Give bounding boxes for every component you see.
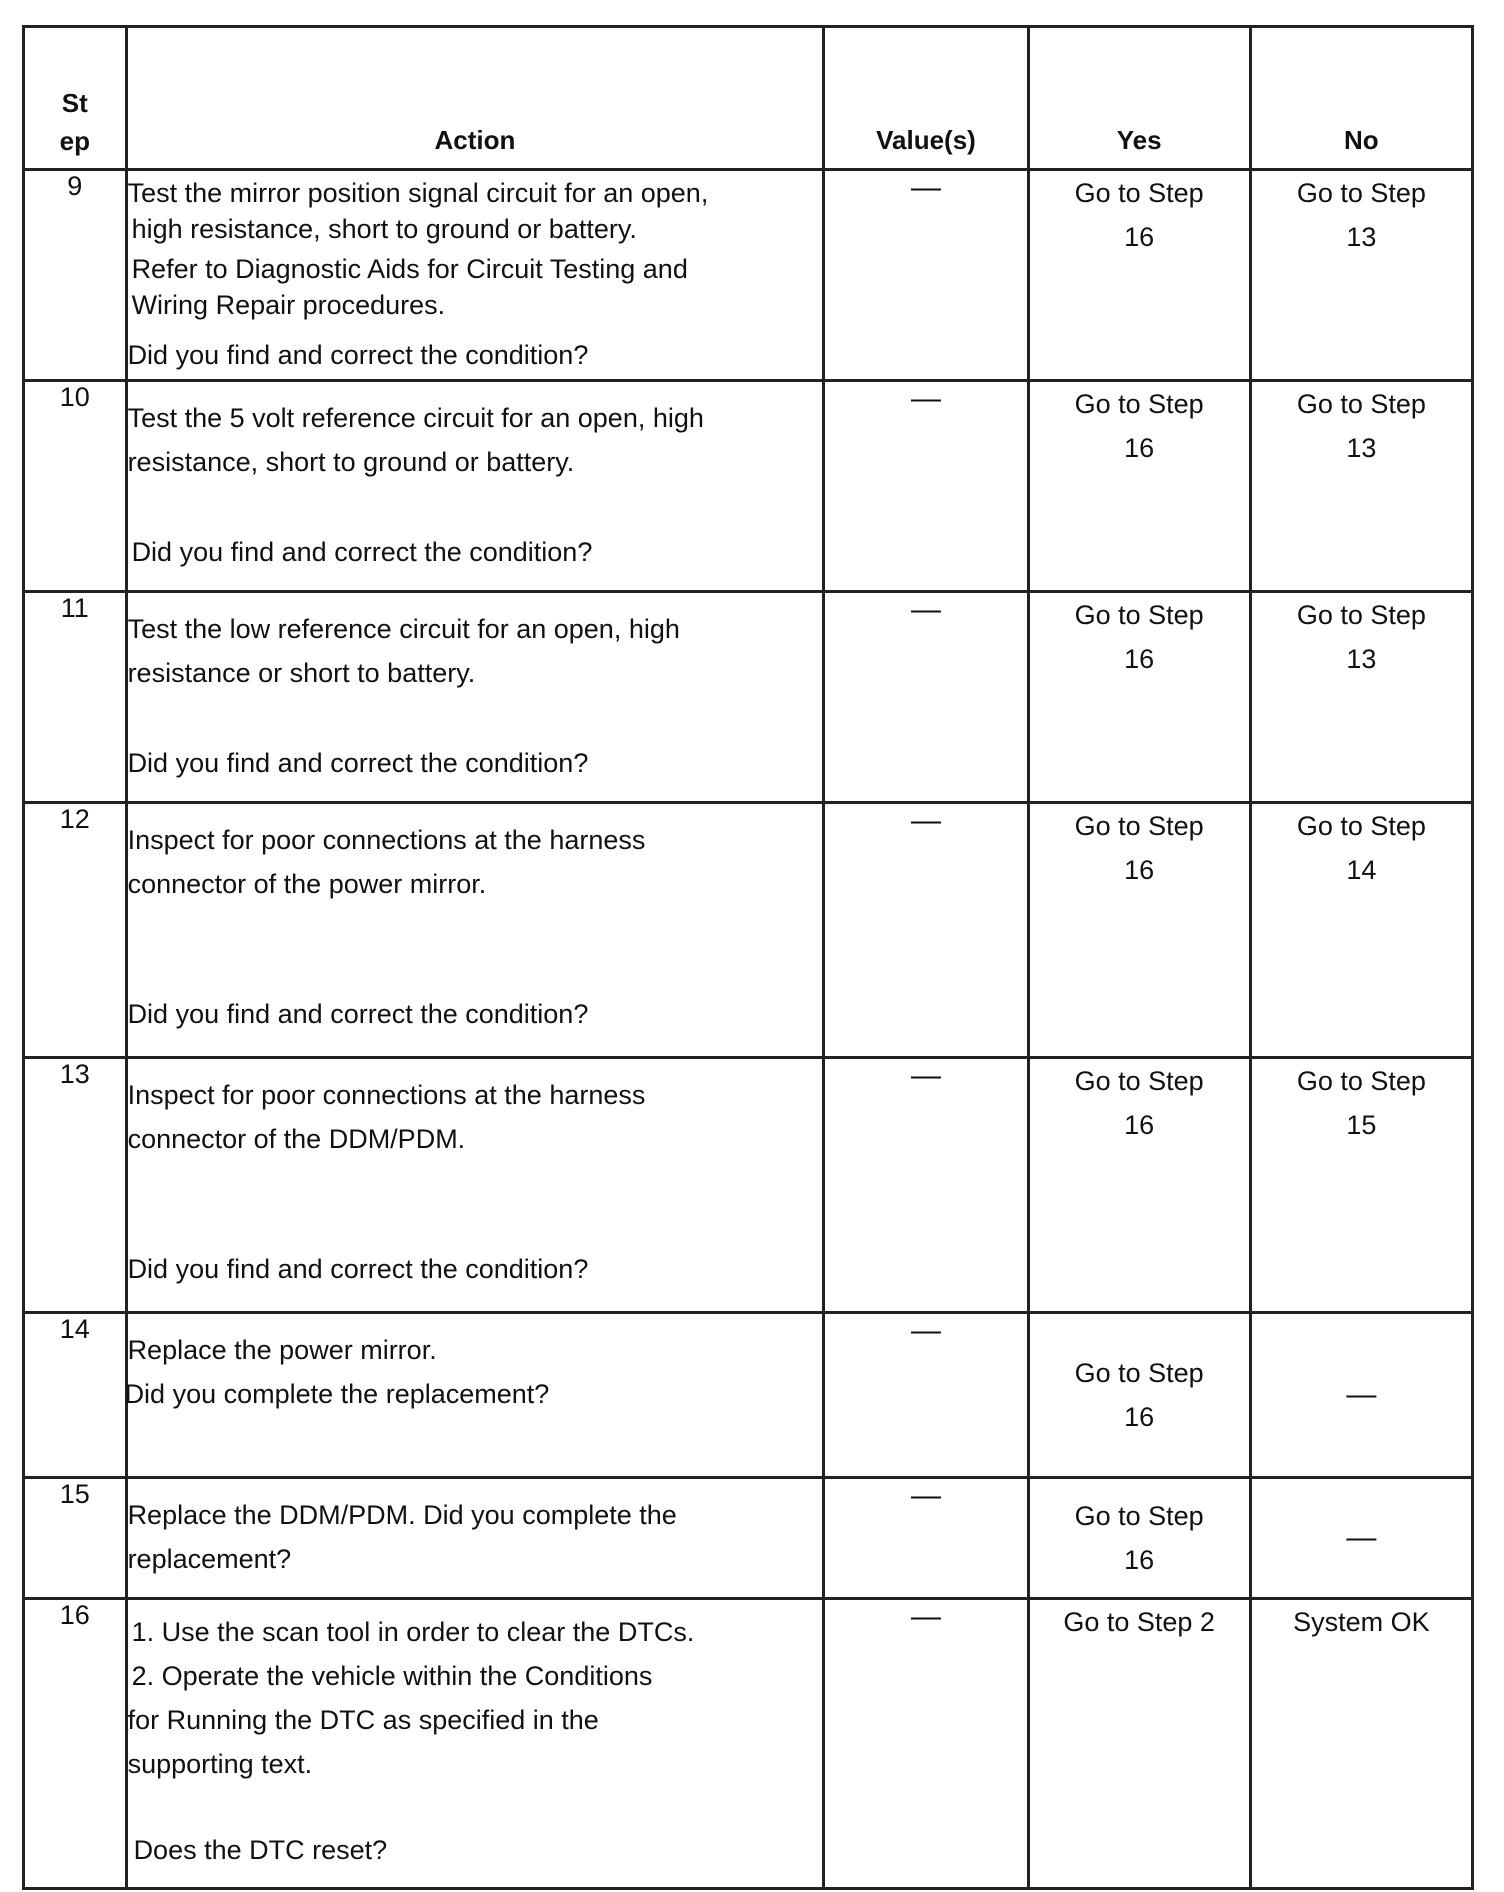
action-line: high resistance, short to ground or battery. bbox=[131, 214, 637, 244]
step-number: 11 bbox=[24, 592, 127, 803]
table-row bbox=[24, 592, 1473, 803]
yes-step: 16 bbox=[1124, 1545, 1155, 1575]
yes-cell: Go to Step 2 bbox=[1028, 1599, 1250, 1889]
step-number: 15 bbox=[24, 1478, 127, 1599]
action-line: Test the 5 volt reference circuit for an open, high bbox=[127, 403, 704, 433]
action-question: Did you find and correct the condition? bbox=[127, 340, 589, 370]
action-line: resistance or short to battery. bbox=[127, 658, 476, 688]
yes-step: 16 bbox=[1124, 1110, 1155, 1140]
yes-cell bbox=[1028, 170, 1250, 381]
action-question: Does the DTC reset? bbox=[133, 1835, 388, 1865]
action-cell bbox=[126, 381, 824, 592]
yes-cell bbox=[1028, 1313, 1250, 1478]
action-cell bbox=[126, 1599, 824, 1889]
no-label: Go to Step bbox=[1296, 811, 1426, 841]
table-row bbox=[24, 1478, 1473, 1599]
yes-step: 16 bbox=[1124, 433, 1155, 463]
value-cell: — bbox=[824, 1313, 1028, 1478]
action-line: Test the low reference circuit for an open, high bbox=[127, 614, 680, 644]
action-cell bbox=[126, 592, 824, 803]
yes-label: Go to Step bbox=[1074, 389, 1204, 419]
yes-cell bbox=[1028, 381, 1250, 592]
value-cell: — bbox=[824, 1058, 1028, 1313]
value-cell: — bbox=[824, 803, 1028, 1058]
no-label: Go to Step bbox=[1296, 389, 1426, 419]
action-line: replacement? bbox=[127, 1544, 292, 1574]
no-cell bbox=[1250, 592, 1472, 803]
action-cell bbox=[126, 1058, 824, 1313]
action-cell bbox=[126, 803, 824, 1058]
table-row bbox=[24, 170, 1473, 381]
action-line: resistance, short to ground or battery. bbox=[127, 447, 575, 477]
yes-label: Go to Step bbox=[1074, 1358, 1204, 1388]
value-cell: — bbox=[824, 1599, 1028, 1889]
table-row bbox=[24, 803, 1473, 1058]
header-step-line1: St bbox=[61, 88, 88, 118]
yes-cell bbox=[1028, 592, 1250, 803]
action-line: 2. Operate the vehicle within the Conditions bbox=[131, 1661, 653, 1691]
yes-step: 16 bbox=[1124, 222, 1155, 252]
yes-cell bbox=[1028, 1058, 1250, 1313]
no-step: 13 bbox=[1346, 644, 1377, 674]
no-step: 15 bbox=[1346, 1110, 1377, 1140]
value-cell: — bbox=[824, 1478, 1028, 1599]
action-question: Did you find and correct the condition? bbox=[131, 537, 593, 567]
yes-label: Go to Step bbox=[1074, 178, 1204, 208]
action-line: 1. Use the scan tool in order to clear the DTCs. bbox=[131, 1617, 695, 1647]
action-line: Refer to Diagnostic Aids for Circuit Testing and bbox=[131, 254, 688, 284]
step-number: 14 bbox=[24, 1313, 127, 1478]
yes-label: Go to Step bbox=[1074, 1501, 1204, 1531]
yes-step: 16 bbox=[1124, 644, 1155, 674]
action-cell bbox=[126, 1313, 824, 1478]
action-line: supporting text. bbox=[127, 1749, 313, 1779]
header-values: Value(s) bbox=[824, 27, 1028, 170]
yes-step: 16 bbox=[1124, 1402, 1155, 1432]
header-action: Action bbox=[126, 27, 824, 170]
header-step-line2: ep bbox=[59, 126, 90, 156]
no-cell bbox=[1250, 803, 1472, 1058]
yes-label: Go to Step bbox=[1074, 811, 1204, 841]
yes-cell bbox=[1028, 803, 1250, 1058]
table-row bbox=[24, 381, 1473, 592]
action-line: Inspect for poor connections at the harness bbox=[127, 1080, 646, 1110]
yes-label: Go to Step bbox=[1074, 600, 1204, 630]
step-number: 9 bbox=[24, 170, 127, 381]
no-step: 14 bbox=[1346, 855, 1377, 885]
no-label: Go to Step bbox=[1296, 1066, 1426, 1096]
action-line: for Running the DTC as specified in the bbox=[127, 1705, 599, 1735]
value-cell: — bbox=[824, 170, 1028, 381]
action-question: Did you find and correct the condition? bbox=[127, 999, 589, 1029]
table-row bbox=[24, 1599, 1473, 1889]
value-cell: — bbox=[824, 592, 1028, 803]
no-cell: — bbox=[1250, 1313, 1472, 1478]
step-number: 10 bbox=[24, 381, 127, 592]
action-line: Replace the power mirror. bbox=[127, 1335, 437, 1365]
no-label: Go to Step bbox=[1296, 600, 1426, 630]
no-cell: System OK bbox=[1250, 1599, 1472, 1889]
yes-label: Go to Step bbox=[1074, 1066, 1204, 1096]
no-step: 13 bbox=[1346, 433, 1377, 463]
action-line: connector of the power mirror. bbox=[127, 869, 487, 899]
no-cell bbox=[1250, 1058, 1472, 1313]
diagnostic-table bbox=[22, 25, 1474, 1890]
no-label: Go to Step bbox=[1296, 178, 1426, 208]
header-step bbox=[24, 27, 127, 170]
no-step: 13 bbox=[1346, 222, 1377, 252]
yes-step: 16 bbox=[1124, 855, 1155, 885]
action-line: Replace the DDM/PDM. Did you complete the bbox=[127, 1500, 677, 1530]
action-line: connector of the DDM/PDM. bbox=[127, 1124, 466, 1154]
action-cell bbox=[126, 170, 824, 381]
step-number: 12 bbox=[24, 803, 127, 1058]
action-cell bbox=[126, 1478, 824, 1599]
no-cell bbox=[1250, 170, 1472, 381]
header-row bbox=[24, 27, 1473, 170]
action-line: Did you complete the replacement? bbox=[124, 1379, 550, 1409]
action-question: Did you find and correct the condition? bbox=[127, 748, 589, 778]
header-no: No bbox=[1250, 27, 1472, 170]
step-number: 13 bbox=[24, 1058, 127, 1313]
action-line: Test the mirror position signal circuit for an open, bbox=[127, 178, 709, 208]
action-line: Wiring Repair procedures. bbox=[131, 290, 446, 320]
no-cell bbox=[1250, 381, 1472, 592]
action-question: Did you find and correct the condition? bbox=[127, 1254, 589, 1284]
table-row bbox=[24, 1058, 1473, 1313]
table-row bbox=[24, 1313, 1473, 1478]
header-yes: Yes bbox=[1028, 27, 1250, 170]
value-cell: — bbox=[824, 381, 1028, 592]
no-cell: — bbox=[1250, 1478, 1472, 1599]
yes-cell bbox=[1028, 1478, 1250, 1599]
action-line: Inspect for poor connections at the harness bbox=[127, 825, 646, 855]
step-number: 16 bbox=[24, 1599, 127, 1889]
